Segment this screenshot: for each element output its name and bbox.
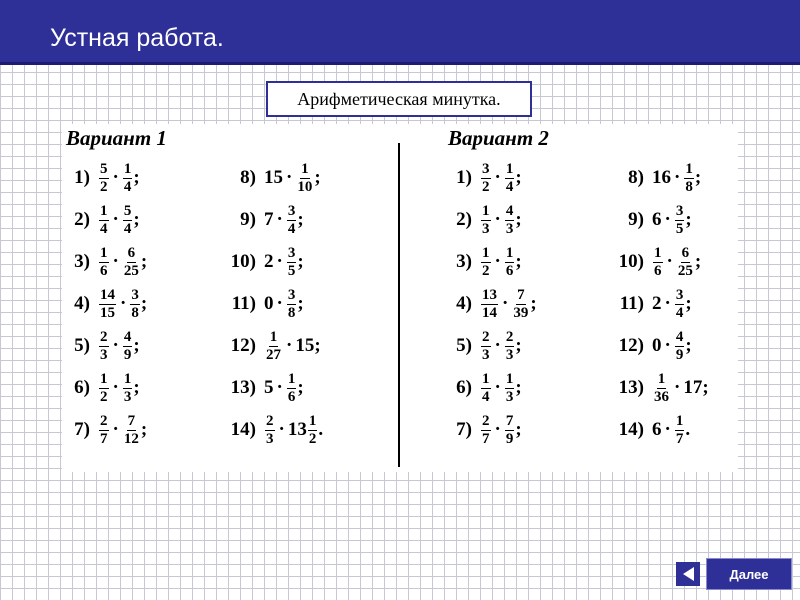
denominator: 5 [287, 262, 296, 279]
multiply-sign: · [112, 335, 119, 356]
multiply-sign: · [494, 209, 501, 230]
exercise-item [220, 410, 323, 450]
fraction [481, 414, 491, 447]
numerator: 13 [482, 286, 497, 303]
denominator: 7 [675, 430, 684, 447]
denominator: 4 [100, 220, 108, 237]
term-text: ; [685, 293, 692, 314]
exercise-number: 9) [240, 209, 256, 230]
exercise-number: 2) [74, 209, 90, 230]
numerator: 6 [127, 244, 136, 261]
exercise-number: 13) [618, 377, 644, 398]
fraction [99, 204, 109, 237]
exercise-item [64, 284, 147, 324]
numerator: 1 [657, 370, 666, 387]
denominator: 39 [513, 304, 529, 321]
exercise-item [446, 158, 522, 198]
exercise-number: 2) [456, 209, 472, 230]
exercise-number: 8) [628, 167, 644, 188]
numerator: 4 [123, 328, 132, 345]
denominator: 6 [287, 388, 296, 405]
exercise-number: 5) [456, 335, 472, 356]
exercise-number: 11) [231, 293, 256, 314]
numerator: 1 [123, 160, 132, 177]
numerator: 3 [287, 286, 296, 303]
term-text: 0 [264, 293, 274, 314]
term-text: ; [515, 419, 522, 440]
term-text: ; [515, 251, 522, 272]
exercise-item [608, 200, 692, 240]
multiply-sign: · [674, 377, 681, 398]
numerator: 1 [100, 244, 108, 261]
exercise-number: 11) [619, 293, 644, 314]
denominator: 3 [266, 430, 274, 447]
exercise-number: 4) [74, 293, 90, 314]
term-text: ; [515, 335, 522, 356]
fraction [677, 246, 694, 279]
variant-2-title: Вариант 2 [448, 126, 549, 150]
exercise-number: 3) [74, 251, 90, 272]
numerator: 1 [287, 370, 296, 387]
multiply-sign: · [502, 293, 509, 314]
denominator: 3 [482, 346, 490, 363]
term-text: . [685, 419, 691, 440]
denominator: 8 [131, 304, 139, 321]
multiply-sign: · [112, 209, 119, 230]
denominator: 5 [675, 220, 684, 237]
numerator: 1 [123, 370, 132, 387]
denominator: 36 [654, 388, 669, 405]
exercise-number: 12) [230, 335, 256, 356]
exercise-item [64, 326, 140, 366]
fraction [481, 204, 491, 237]
fraction [123, 372, 133, 405]
numerator: 5 [100, 160, 108, 177]
subtitle-text: Арифметическая минутка. [297, 88, 501, 109]
term-text: 15 [264, 167, 283, 188]
numerator: 1 [100, 370, 108, 387]
multiply-sign: · [494, 377, 501, 398]
multiply-sign: · [276, 377, 283, 398]
fraction [505, 162, 515, 195]
exercise-number: 13) [230, 377, 256, 398]
exercise-item [64, 242, 147, 282]
term-text: 6 [652, 209, 662, 230]
exercise-item [446, 326, 522, 366]
exercise-number: 4) [456, 293, 472, 314]
back-button[interactable] [676, 562, 700, 586]
triangle-left-icon [683, 567, 694, 581]
multiply-sign: · [276, 293, 283, 314]
multiply-sign: · [112, 251, 119, 272]
numerator: 1 [675, 412, 684, 429]
denominator: 8 [685, 178, 693, 195]
denominator: 12 [123, 430, 139, 447]
numerator: 1 [654, 244, 662, 261]
exercise-item [220, 242, 304, 282]
denominator: 2 [482, 178, 490, 195]
denominator: 3 [482, 220, 490, 237]
exercise-number: 12) [618, 335, 644, 356]
fraction [684, 162, 694, 195]
denominator: 2 [482, 262, 490, 279]
exercise-number: 7) [74, 419, 90, 440]
numerator: 6 [681, 244, 690, 261]
exercise-item [608, 368, 709, 408]
exercise-number: 3) [456, 251, 472, 272]
fraction [265, 414, 275, 447]
denominator: 3 [505, 346, 514, 363]
fraction [505, 330, 515, 363]
term-text: 5 [264, 377, 274, 398]
term-text: ; [140, 293, 148, 314]
exercise-number: 9) [628, 209, 644, 230]
fraction [505, 372, 515, 405]
term-text: 16 [652, 167, 671, 188]
denominator: 9 [123, 346, 132, 363]
term-text: ; [140, 419, 148, 440]
term-text: ; [515, 377, 522, 398]
denominator: 4 [287, 220, 296, 237]
term-text: ; [515, 209, 522, 230]
term-text: ; [133, 377, 140, 398]
fraction [287, 372, 297, 405]
fraction [675, 414, 685, 447]
term-text: ; [297, 293, 304, 314]
multiply-sign: · [286, 167, 293, 188]
exercise-item [64, 200, 140, 240]
numerator: 2 [482, 412, 490, 429]
term-text: ; [140, 251, 148, 272]
exercise-number: 1) [456, 167, 472, 188]
exercise-item [608, 158, 701, 198]
multiply-sign: · [112, 419, 119, 440]
multiply-sign: · [112, 167, 119, 188]
multiply-sign: · [286, 335, 293, 356]
term-text: ; [685, 209, 692, 230]
fraction [481, 246, 491, 279]
fraction [99, 414, 109, 447]
term-text: ; [694, 251, 702, 272]
fraction [99, 372, 109, 405]
exercise-number: 7) [456, 419, 472, 440]
multiply-sign: · [674, 167, 681, 188]
exercise-item [64, 410, 147, 450]
fraction [653, 246, 663, 279]
fraction [505, 414, 515, 447]
exercise-item [220, 326, 321, 366]
fraction [505, 246, 515, 279]
multiply-sign: · [112, 377, 119, 398]
multiply-sign: · [664, 293, 671, 314]
term-text: 6 [652, 419, 662, 440]
numerator: 3 [131, 286, 139, 303]
denominator: 3 [505, 220, 514, 237]
fraction [675, 204, 685, 237]
denominator: 25 [677, 262, 693, 279]
numerator: 1 [308, 412, 317, 429]
exercise-number: 14) [618, 419, 644, 440]
multiply-sign: · [666, 251, 673, 272]
exercise-item [608, 242, 701, 282]
exercise-number: 6) [74, 377, 90, 398]
numerator: 4 [505, 202, 514, 219]
fraction [99, 162, 109, 195]
denominator: 3 [123, 388, 132, 405]
denominator: 3 [505, 388, 514, 405]
term-text: 2 [652, 293, 662, 314]
term-text: ; [297, 377, 304, 398]
fraction [653, 372, 670, 405]
denominator: 8 [287, 304, 296, 321]
numerator: 3 [482, 160, 490, 177]
numerator: 1 [301, 160, 309, 177]
fraction [123, 246, 140, 279]
exercise-item [446, 368, 522, 408]
multiply-sign: · [494, 167, 501, 188]
fraction [123, 414, 140, 447]
fraction [308, 414, 318, 447]
denominator: 6 [654, 262, 662, 279]
denominator: 25 [123, 262, 139, 279]
term-text: . [318, 419, 324, 440]
numerator: 5 [123, 202, 132, 219]
numerator: 1 [505, 370, 514, 387]
exercise-item [608, 326, 692, 366]
term-text: ; [515, 167, 522, 188]
fraction [481, 372, 491, 405]
fraction [130, 288, 140, 321]
fraction [287, 246, 297, 279]
denominator: 7 [100, 430, 108, 447]
numerator: 14 [100, 286, 115, 303]
exercise-number: 8) [240, 167, 256, 188]
fraction [512, 288, 529, 321]
numerator: 7 [517, 286, 525, 303]
multiply-sign: · [494, 419, 501, 440]
variant-1-title: Вариант 1 [66, 126, 167, 150]
exercise-number: 10) [618, 251, 644, 272]
fraction [287, 288, 297, 321]
exercise-item [446, 242, 522, 282]
multiply-sign: · [494, 335, 501, 356]
numerator: 3 [675, 202, 684, 219]
numerator: 3 [287, 244, 296, 261]
multiply-sign: · [120, 293, 127, 314]
fraction [675, 330, 685, 363]
exercise-item [608, 410, 690, 450]
subtitle-box [266, 81, 532, 117]
exercise-item [220, 284, 304, 324]
denominator: 2 [100, 388, 108, 405]
fraction [123, 204, 133, 237]
multiply-sign: · [664, 335, 671, 356]
denominator: 2 [100, 178, 108, 195]
multiply-sign: · [664, 419, 671, 440]
fraction [481, 162, 491, 195]
fraction [99, 330, 109, 363]
term-text: ; [133, 209, 140, 230]
exercise-item [446, 284, 537, 324]
denominator: 4 [482, 388, 490, 405]
denominator: 7 [482, 430, 490, 447]
term-text: ; [133, 167, 140, 188]
term-text: ; [133, 335, 140, 356]
term-text: 2 [264, 251, 274, 272]
numerator: 1 [269, 328, 278, 345]
denominator: 4 [505, 178, 514, 195]
denominator: 4 [675, 304, 684, 321]
exercise-number: 1) [74, 167, 90, 188]
exercise-number: 10) [230, 251, 256, 272]
denominator: 4 [123, 220, 132, 237]
numerator: 1 [100, 202, 108, 219]
exercise-number: 6) [456, 377, 472, 398]
term-text: 13 [287, 419, 307, 440]
multiply-sign: · [494, 251, 501, 272]
numerator: 2 [100, 328, 108, 345]
denominator: 14 [482, 304, 497, 321]
term-text: ; [314, 167, 321, 188]
multiply-sign: · [664, 209, 671, 230]
fraction [99, 288, 116, 321]
multiply-sign: · [278, 419, 285, 440]
denominator: 9 [505, 430, 514, 447]
denominator: 6 [505, 262, 514, 279]
term-text: ; [685, 335, 692, 356]
numerator: 1 [482, 244, 490, 261]
denominator: 10 [297, 178, 313, 195]
denominator: 2 [308, 430, 317, 447]
multiply-sign: · [276, 251, 283, 272]
fraction [675, 288, 685, 321]
term-text: 0 [652, 335, 662, 356]
fraction [123, 162, 133, 195]
fraction [481, 288, 498, 321]
numerator: 2 [266, 412, 274, 429]
term-text: 17; [683, 377, 709, 398]
exercise-item [220, 200, 304, 240]
denominator: 27 [266, 346, 281, 363]
term-text: ; [297, 209, 304, 230]
numerator: 1 [482, 202, 490, 219]
fraction [296, 162, 313, 195]
numerator: 1 [505, 244, 514, 261]
denominator: 4 [123, 178, 132, 195]
denominator: 9 [675, 346, 684, 363]
denominator: 15 [100, 304, 115, 321]
term-text: 7 [264, 209, 274, 230]
multiply-sign: · [276, 209, 283, 230]
term-text: ; [297, 251, 304, 272]
next-button[interactable]: Далее [706, 558, 792, 590]
slide-header [0, 0, 800, 65]
numerator: 3 [287, 202, 296, 219]
numerator: 1 [685, 160, 693, 177]
exercise-item [446, 410, 522, 450]
variant-divider [398, 143, 400, 467]
denominator: 6 [100, 262, 108, 279]
exercise-number: 14) [230, 419, 256, 440]
exercise-item [608, 284, 692, 324]
term-text: 15; [295, 335, 321, 356]
numerator: 2 [100, 412, 108, 429]
fraction [99, 246, 109, 279]
numerator: 1 [482, 370, 490, 387]
exercise-number: 5) [74, 335, 90, 356]
fraction [505, 204, 515, 237]
exercise-item [446, 200, 522, 240]
exercise-item [64, 368, 140, 408]
slide-title: Устная работа. [50, 24, 224, 52]
numerator: 4 [675, 328, 684, 345]
denominator: 3 [100, 346, 108, 363]
fraction [265, 330, 282, 363]
numerator: 7 [127, 412, 136, 429]
term-text: ; [694, 167, 702, 188]
fraction [287, 204, 297, 237]
numerator: 1 [505, 160, 514, 177]
numerator: 2 [482, 328, 490, 345]
numerator: 2 [505, 328, 514, 345]
exercise-item [220, 158, 321, 198]
exercise-item [220, 368, 304, 408]
numerator: 3 [675, 286, 684, 303]
numerator: 7 [505, 412, 514, 429]
exercise-item [64, 158, 140, 198]
fraction [481, 330, 491, 363]
term-text: ; [530, 293, 537, 314]
fraction [123, 330, 133, 363]
